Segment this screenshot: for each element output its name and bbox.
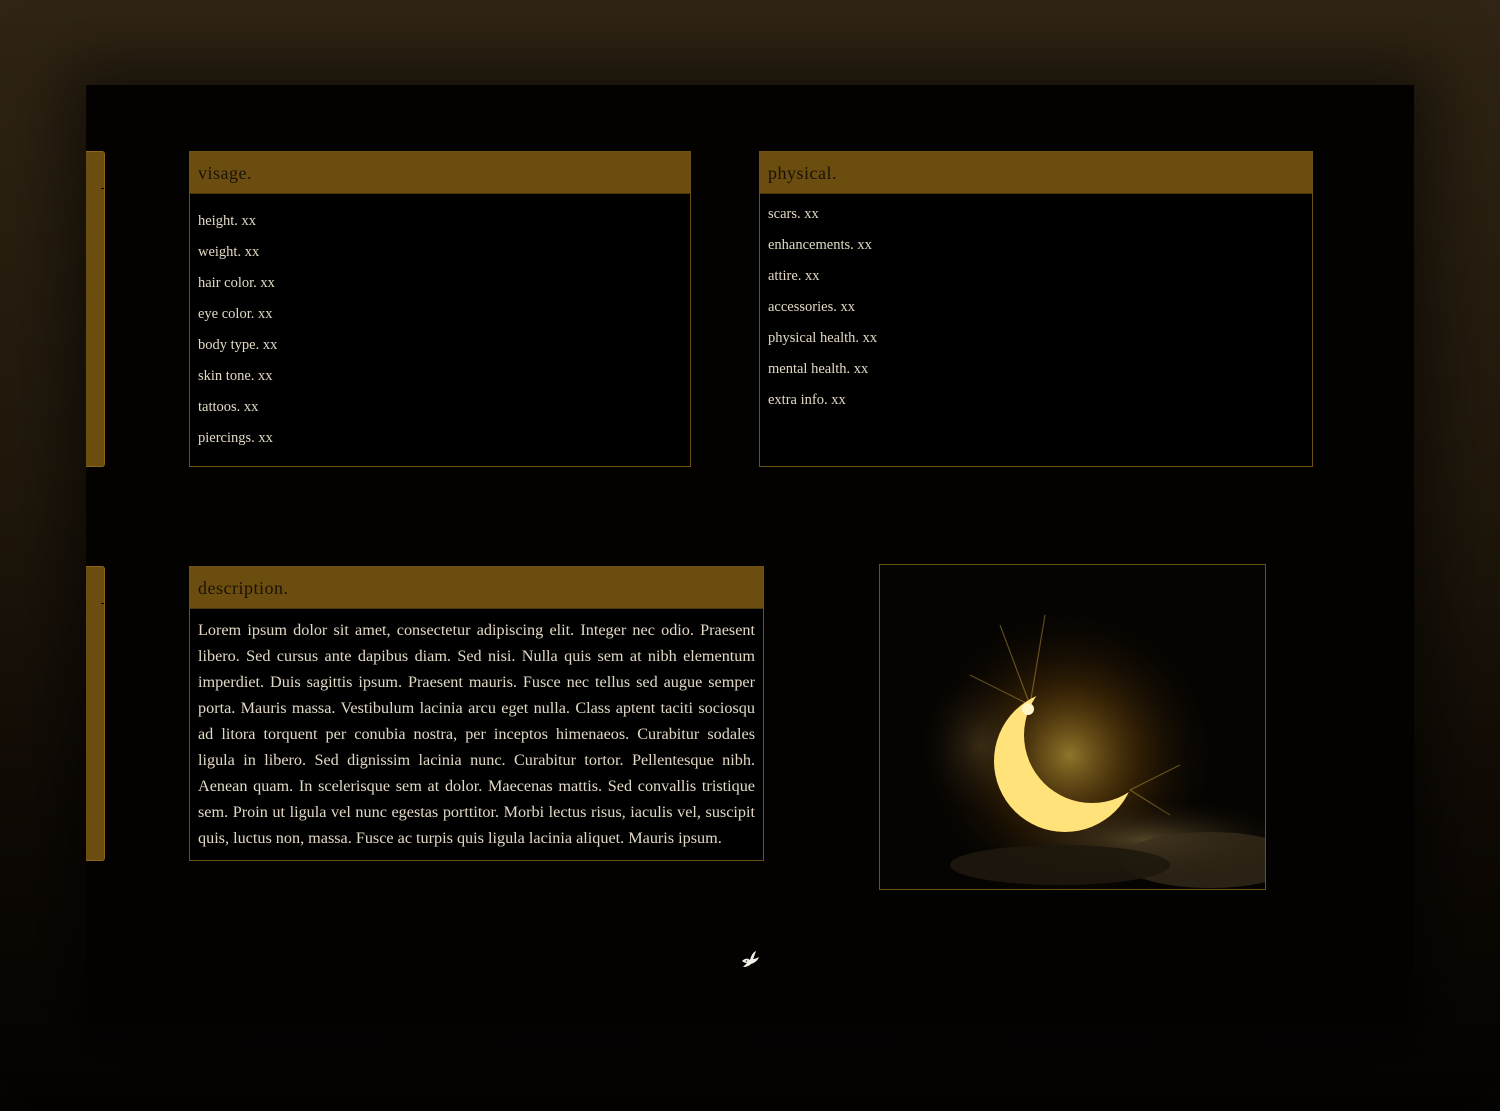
side-tab-top[interactable] (86, 151, 105, 467)
physical-item-scars: scars. xx (768, 206, 819, 222)
visage-item-body-type: body type. xx (198, 337, 278, 353)
visage-item-hair-color: hair color. xx (198, 275, 275, 291)
physical-item-attire: attire. xx (768, 268, 820, 284)
physical-item-physical-health: physical health. xx (768, 330, 878, 346)
visage-item-skin-tone: skin tone. xx (198, 368, 273, 384)
description-header: description. (190, 567, 763, 609)
eclipse-illustration (880, 565, 1265, 889)
visage-item-eye-color: eye color. xx (198, 306, 273, 322)
side-tab-bottom[interactable] (86, 566, 105, 861)
description-text: Lorem ipsum dolor sit amet, consectetur adipiscing elit. Integer nec odio. Praesent libero. Sed cursus ante dapibus diam. Sed nisi. Nulla quis sem at nibh elementum imperdiet. Duis sagittis ipsum. Praesent mauris. Fusce nec tellus sed augue semper porta. Mauris massa. Vestibulum lacinia arcu eget nulla. Class aptent taciti sociosqu ad litora torquent per conubia nostra, per inceptos himenaeos. Curabitur sodales ligula in libero. Sed dignissim lacinia nunc. Curabitur tortor. Pellentesque nibh. Aenean quam. In scelerisque sem at dolor. Maecenas mattis. Sed convallis tristique sem. Proin ut ligula vel nunc egestas porttitor. Morbi lectus risus, iaculis vel, suscipit quis, luctus non, massa. Fusce ac turpis quis ligula lacinia aliquet. Mauris ipsum. (198, 621, 755, 847)
visage-item-tattoos: tattoos. xx (198, 399, 259, 415)
visage-item-height: height. xx (198, 213, 256, 229)
visage-panel (189, 151, 691, 467)
visage-header: visage. (190, 152, 690, 194)
physical-item-extra-info: extra info. xx (768, 392, 846, 408)
eclipse-image (879, 564, 1266, 890)
profile-page (86, 85, 1414, 1025)
physical-list (760, 194, 1312, 416)
physical-header: physical. (760, 152, 1312, 194)
physical-item-accessories: accessories. xx (768, 299, 855, 315)
physical-panel (759, 151, 1313, 467)
visage-item-piercings: piercings. xx (198, 430, 273, 446)
description-panel (189, 566, 764, 861)
physical-item-enhancements: enhancements. xx (768, 237, 872, 253)
dove-icon[interactable] (740, 949, 760, 969)
physical-item-mental-health: mental health. xx (768, 361, 869, 377)
side-tab-notch (101, 188, 104, 189)
side-tab-notch (101, 603, 104, 604)
visage-list (190, 194, 690, 454)
visage-item-weight: weight. xx (198, 244, 260, 260)
